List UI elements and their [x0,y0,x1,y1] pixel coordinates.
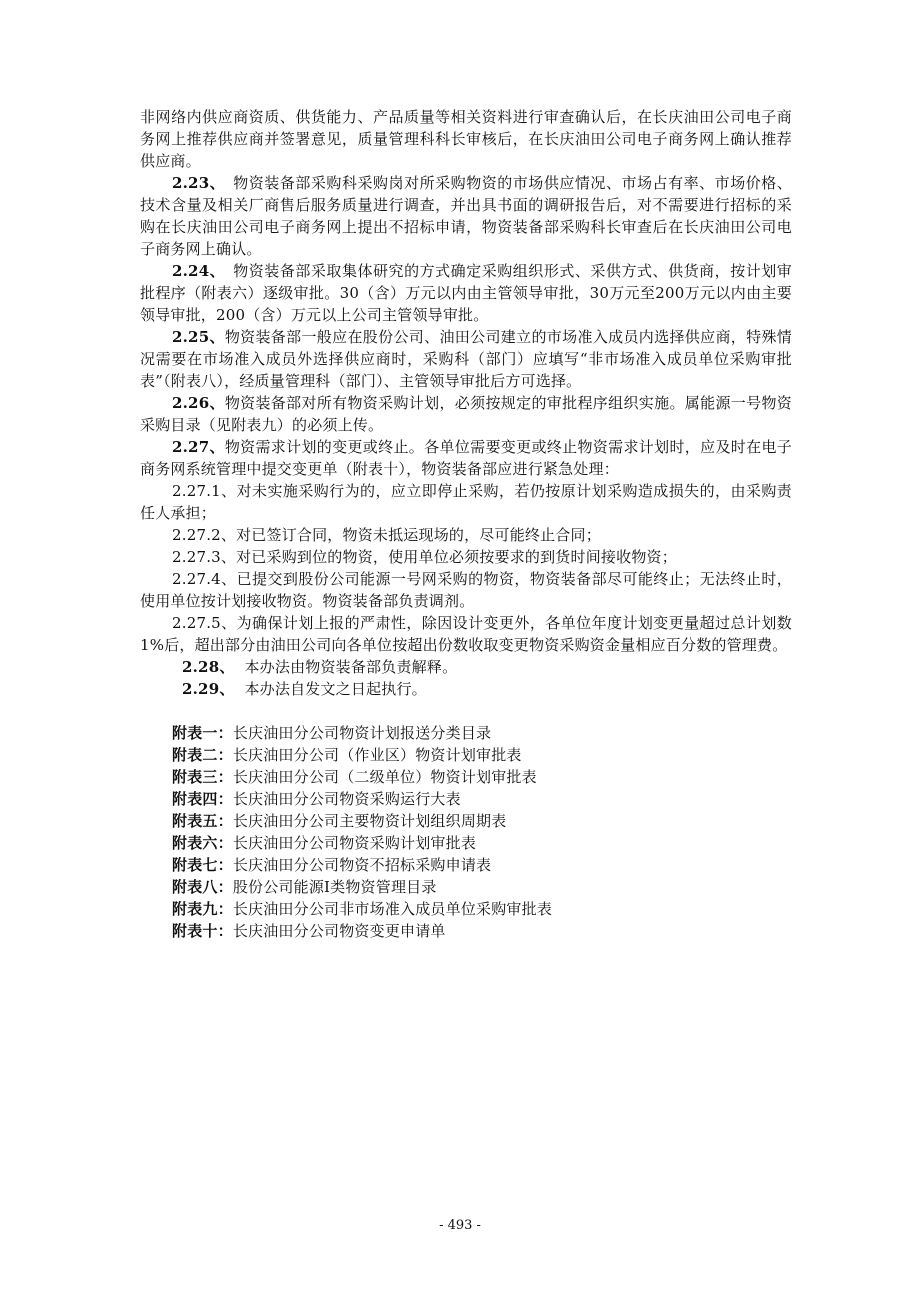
clause-text: 物资装备部对所有物资采购计划，必须按规定的审批程序组织实施。属能源一号物资采购目录（见附表九）的必须上传。 [140,394,792,434]
attachment-label: 附表二： [172,746,233,764]
clause-2-25 [140,326,792,392]
sub-clause-2-27-2 [140,524,792,546]
attachment-label: 附表五： [172,812,233,830]
attachment-label: 附表六： [172,834,233,852]
clause-number: 2.27、 [172,438,225,456]
clause-number: 2.23、 [172,174,218,192]
sub-clause-text: 2.27.4、已提交到股份公司能源一号网采购的物资，物资装备部尽可能终止；无法终止时，使用单位按计划接收物资。物资装备部负责调剂。 [140,570,792,610]
clause-number: 2.24、 [172,262,218,280]
clause-2-28 [140,656,792,678]
attachment-label: 附表三： [172,768,233,786]
attachment-item [172,854,792,876]
attachment-title: 长庆油田分公司物资计划报送分类目录 [232,724,492,742]
attachment-item [172,788,792,810]
attachment-item [172,766,792,788]
attachment-label: 附表四： [172,790,233,808]
attachment-label: 附表八： [172,878,233,896]
attachment-title: 股份公司能源Ⅰ类物资管理目录 [232,878,437,896]
attachment-label: 附表一： [172,724,233,742]
clause-text: 物资需求计划的变更或终止。各单位需要变更或终止物资需求计划时，应及时在电子商务网系统管理中提交变更单（附表十），物资装备部应进行紧急处理： [140,438,792,478]
attachment-title: 长庆油田分公司主要物资计划组织周期表 [232,812,507,830]
clause-2-26 [140,392,792,436]
attachment-item [172,898,792,920]
sub-clause-text: 2.27.5、为确保计划上报的严肃性，除因设计变更外，各单位年度计划变更量超过总计划数1%后，超出部分由油田公司向各单位按超出份数收取变更物资采购资金量相应百分数的管理费。 [140,614,792,654]
attachment-title: 长庆油田分公司（二级单位）物资计划审批表 [232,768,537,786]
attachment-label: 附表九： [172,900,233,918]
attachment-list [172,722,792,942]
clause-2-29 [140,678,792,700]
attachment-item [172,722,792,744]
clause-text: 本办法由物资装备部负责解释。 [244,658,458,676]
attachment-item [172,920,792,942]
clause-number: 2.25、 [172,328,225,346]
attachment-title: 长庆油田分公司非市场准入成员单位采购审批表 [232,900,553,918]
sub-clause-text: 2.27.1、对未实施采购行为的，应立即停止采购，若仍按原计划采购造成损失的，由采购责任人承担； [140,482,792,522]
document-body [140,106,792,942]
paragraph-text: 非网络内供应商资质、供货能力、产品质量等相关资料进行审查确认后，在长庆油田公司电子商务网上推荐供应商并签署意见，质量管理科科长审核后，在长庆油田公司电子商务网上确认推荐供应商。 [140,108,792,170]
clause-number: 2.28、 [182,658,235,676]
clause-2-24 [140,260,792,326]
attachment-title: 长庆油田分公司（作业区）物资计划审批表 [232,746,522,764]
attachment-label: 附表十： [172,922,233,940]
attachment-title: 长庆油田分公司物资不招标采购申请表 [232,856,492,874]
sub-clause-text: 2.27.2、对已签订合同，物资未抵运现场的，尽可能终止合同； [172,526,601,544]
clause-text: 本办法自发文之日起执行。 [244,680,427,698]
attachment-item [172,810,792,832]
clause-2-23 [140,172,792,260]
sub-clause-2-27-3 [140,546,792,568]
page-number: - 493 - [439,1218,481,1233]
clause-text: 物资装备部采购科采购岗对所采购物资的市场供应情况、市场占有率、市场价格、技术含量及相关厂商售后服务质量进行调查，并出具书面的调研报告后，对不需要进行招标的采购在长庆油田公司电子商务网上提出不招标申请，物资装备部采购科长审查后在长庆油田公司电子商务网上确认。 [140,174,792,258]
clause-number: 2.29、 [182,680,235,698]
attachment-item [172,876,792,898]
attachment-item [172,832,792,854]
sub-clause-2-27-1 [140,480,792,524]
clause-text: 物资装备部采取集体研究的方式确定采购组织形式、采供方式、供货商，按计划审批程序（附表六）逐级审批。30（含）万元以内由主管领导审批，30万元至200万元以内由主要领导审批，200（含）万元以上公司主管领导审批。 [140,262,792,324]
clause-text: 物资装备部一般应在股份公司、油田公司建立的市场准入成员内选择供应商，特殊情况需要在市场准入成员外选择供应商时，采购科（部门）应填写“非市场准入成员单位采购审批表”（附表八），经质量管理科（部门）、主管领导审批后方可选择。 [140,328,792,390]
attachment-title: 长庆油田分公司物资采购运行大表 [232,790,461,808]
attachment-title: 长庆油田分公司物资采购计划审批表 [232,834,477,852]
attachment-label: 附表七： [172,856,233,874]
sub-clause-2-27-4 [140,568,792,612]
attachment-item [172,744,792,766]
spacer [140,700,792,722]
attachment-title: 长庆油田分公司物资变更申请单 [232,922,446,940]
sub-clause-2-27-5 [140,612,792,656]
clause-number: 2.26、 [172,394,225,412]
paragraph-continuation [140,106,792,172]
sub-clause-text: 2.27.3、对已采购到位的物资，使用单位必须按要求的到货时间接收物资； [172,548,677,566]
clause-2-27 [140,436,792,480]
